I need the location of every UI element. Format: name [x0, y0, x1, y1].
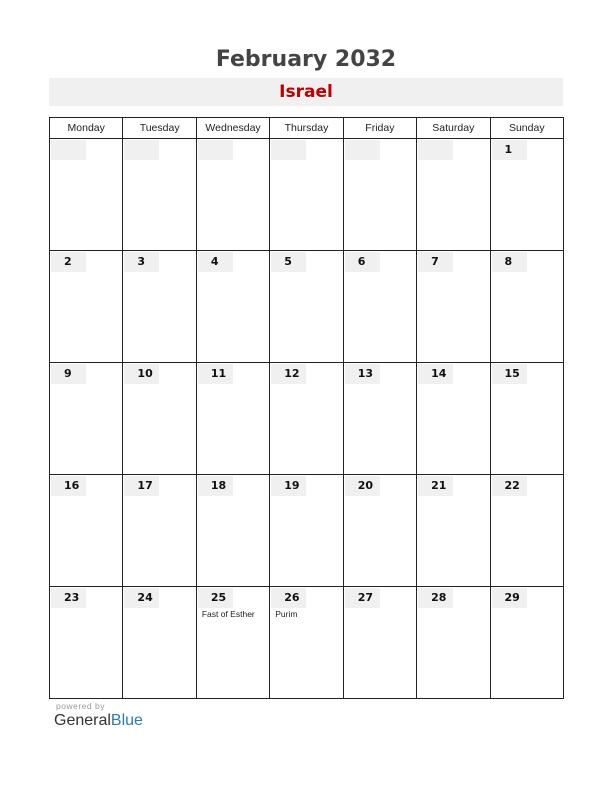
day-number: 5: [271, 252, 306, 272]
day-cell[interactable]: [490, 363, 563, 475]
day-cell[interactable]: [417, 139, 490, 251]
day-cell[interactable]: [196, 139, 269, 251]
day-number: [51, 140, 86, 160]
day-number: 3: [124, 252, 159, 272]
day-cell[interactable]: [123, 475, 196, 587]
weekday-header-row: [50, 118, 564, 139]
day-number: 14: [418, 364, 453, 384]
day-cell[interactable]: [490, 139, 563, 251]
day-number: [271, 140, 306, 160]
country-name: Israel: [279, 82, 333, 102]
day-cell[interactable]: [417, 251, 490, 363]
day-cell[interactable]: [270, 475, 343, 587]
brand-blue: Blue: [110, 712, 143, 729]
day-number: 15: [492, 364, 527, 384]
day-number: 29: [492, 588, 527, 608]
day-cell[interactable]: [343, 363, 416, 475]
country-banner: [49, 78, 563, 106]
day-number: 4: [198, 252, 233, 272]
week-row: [50, 475, 564, 587]
day-cell[interactable]: [270, 251, 343, 363]
day-cell[interactable]: [417, 363, 490, 475]
day-number: [124, 140, 159, 160]
day-cell[interactable]: [50, 139, 123, 251]
day-number: 2: [51, 252, 86, 272]
day-cell[interactable]: [123, 251, 196, 363]
day-cell[interactable]: [196, 587, 269, 699]
day-number: 23: [51, 588, 86, 608]
day-cell[interactable]: [343, 475, 416, 587]
week-row: [50, 251, 564, 363]
day-number: 21: [418, 476, 453, 496]
day-number: 18: [198, 476, 233, 496]
day-cell[interactable]: [123, 139, 196, 251]
weekday-header: Sunday: [490, 118, 563, 139]
day-number: 26: [271, 588, 306, 608]
day-cell[interactable]: [50, 587, 123, 699]
day-cell[interactable]: [490, 587, 563, 699]
holiday-label: Purim: [275, 609, 298, 619]
day-cell[interactable]: [123, 587, 196, 699]
calendar-grid: [49, 117, 564, 699]
day-cell[interactable]: [196, 251, 269, 363]
weekday-header: Monday: [50, 118, 123, 139]
day-cell[interactable]: [50, 363, 123, 475]
day-number: 25: [198, 588, 233, 608]
day-cell[interactable]: [270, 587, 343, 699]
day-number: 6: [345, 252, 380, 272]
calendar-title: February 2032: [215, 47, 397, 72]
day-cell[interactable]: [417, 587, 490, 699]
day-cell[interactable]: [270, 363, 343, 475]
day-number: 8: [492, 252, 527, 272]
day-cell[interactable]: [270, 139, 343, 251]
week-row: [50, 363, 564, 475]
day-number: 1: [492, 140, 527, 160]
day-number: 16: [51, 476, 86, 496]
weekday-header: Friday: [343, 118, 416, 139]
day-cell[interactable]: [123, 363, 196, 475]
day-number: 22: [492, 476, 527, 496]
brand-general: General: [54, 712, 111, 729]
day-cell[interactable]: [490, 475, 563, 587]
day-number: 27: [345, 588, 380, 608]
day-cell[interactable]: [196, 475, 269, 587]
day-number: 11: [198, 364, 233, 384]
day-number: 17: [124, 476, 159, 496]
day-cell[interactable]: [343, 587, 416, 699]
holiday-label: Fast of Esther: [201, 609, 255, 619]
day-cell[interactable]: [50, 251, 123, 363]
day-number: [345, 140, 380, 160]
day-cell[interactable]: [343, 139, 416, 251]
day-number: 24: [124, 588, 159, 608]
week-row: [50, 139, 564, 251]
powered-by-label: powered by: [56, 701, 105, 711]
weekday-header: Saturday: [417, 118, 490, 139]
day-number: 20: [345, 476, 380, 496]
day-number: 19: [271, 476, 306, 496]
week-row: [50, 587, 564, 699]
day-cell[interactable]: [50, 475, 123, 587]
day-number: 12: [271, 364, 306, 384]
day-number: 10: [124, 364, 159, 384]
day-cell[interactable]: [196, 363, 269, 475]
brand-logo[interactable]: [54, 712, 143, 730]
weekday-header: Wednesday: [196, 118, 269, 139]
day-cell[interactable]: [343, 251, 416, 363]
day-number: 13: [345, 364, 380, 384]
day-cell[interactable]: [490, 251, 563, 363]
weekday-header: Tuesday: [123, 118, 196, 139]
day-number: 28: [418, 588, 453, 608]
day-number: [418, 140, 453, 160]
day-cell[interactable]: [417, 475, 490, 587]
day-number: 7: [418, 252, 453, 272]
day-number: [198, 140, 233, 160]
day-number: 9: [51, 364, 86, 384]
weekday-header: Thursday: [270, 118, 343, 139]
